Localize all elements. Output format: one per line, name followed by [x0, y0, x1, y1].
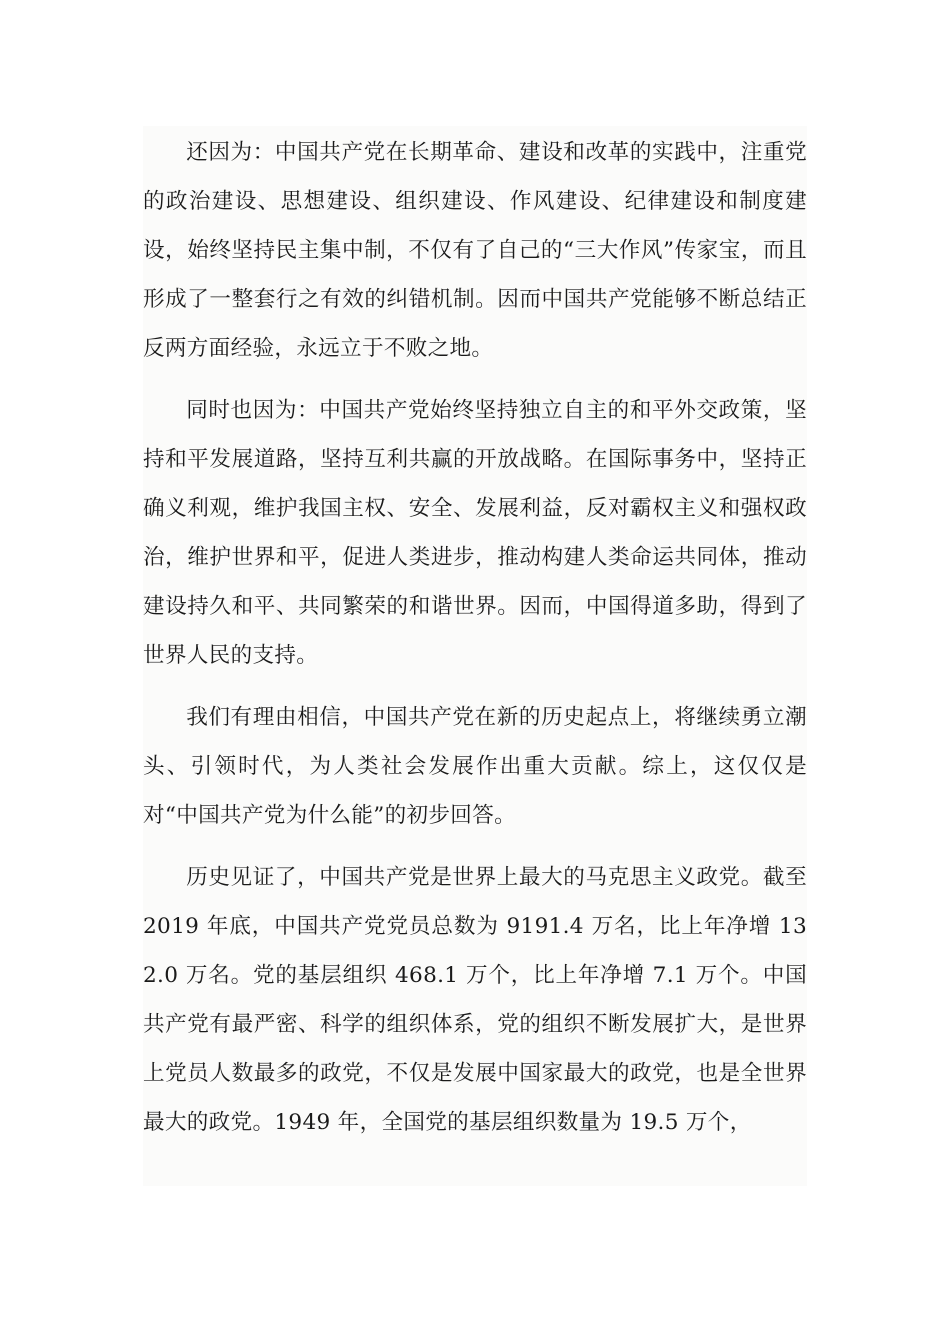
- paragraph-1: 还因为：中国共产党在长期革命、建设和改革的实践中，注重党的政治建设、思想建设、组织建设、作风建设、纪律建设和制度建设，始终坚持民主集中制，不仅有了自己的“三大作风”传家宝，而且形成了一整套行之有效的纠错机制。因而中国共产党能够不断总结正反两方面经验，永远立于不败之地。: [143, 140, 807, 361]
- paragraph-2: 同时也因为：中国共产党始终坚持独立自主的和平外交政策，坚持和平发展道路，坚持互利共赢的开放战略。在国际事务中，坚持正确义利观，维护我国主权、安全、发展利益，反对霸权主义和强权政治，维护世界和平，促进人类进步，推动构建人类命运共同体，推动建设持久和平、共同繁荣的和谐世界。因而，中国得道多助，得到了世界人民的支持。: [143, 398, 807, 668]
- paragraph-3: 我们有理由相信，中国共产党在新的历史起点上，将继续勇立潮头、引领时代，为人类社会发展作出重大贡献。综上，这仅仅是对“中国共产党为什么能”的初步回答。: [143, 705, 807, 828]
- text-block: [143, 126, 807, 1186]
- paragraph-4: 历史见证了，中国共产党是世界上最大的马克思主义政党。截至 2019 年底，中国共产党党员总数为 9191.4 万名，比上年净增 132.0 万名。党的基层组织 468.1 万个，比上年净增 7.1 万个。中国共产党有最严密、科学的组织体系，党的组织不断发展扩大，是世界上党员人数最多的政党，不仅是发展中国家最大的政党，也是全世界最大的政党。1949 年，全国党的基层组织数量为 19.5 万个，: [143, 865, 807, 1135]
